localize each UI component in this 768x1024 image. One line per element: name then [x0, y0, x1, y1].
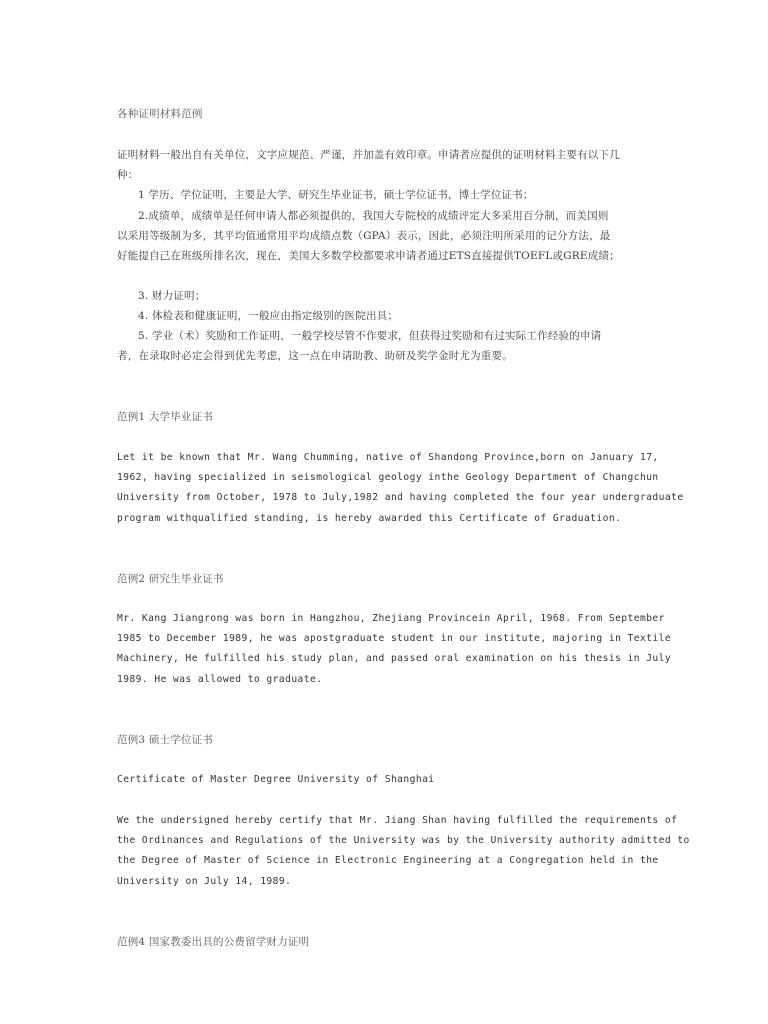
example-1-line-3: University from October, 1978 to July,1982 and having completed the four year undergraduate: [117, 492, 684, 503]
list-item-4: 4. 体检表和健康证明，一般应由指定级别的医院出具；: [138, 310, 399, 322]
document-title: 各种证明材料范例: [117, 108, 203, 120]
example-1-line-4: program withqualified standing, is hereby awarded this Certificate of Graduation.: [117, 513, 622, 524]
example-1-heading: 范例1 大学毕业证书: [117, 411, 214, 423]
list-item-5-line-2: 者，在录取时必定会得到优先考虑，这一点在申请助教、助研及奖学金时尤为重要。: [117, 350, 513, 362]
example-1-line-1: Let it be known that Mr. Wang Chumming, native of Shandong Province,born on January 17,: [117, 452, 659, 463]
example-2-line-4: 1989. He was allowed to graduate.: [117, 674, 323, 685]
intro-line-1: 证明材料一般出自有关单位，文字应规范、严谨，并加盖有效印章。申请者应提供的证明材料主要有以下几: [117, 149, 620, 161]
example-3-line-2: the Ordinances and Regulations of the University was by the University authority admitted to: [117, 835, 690, 846]
example-3-line-1: We the undersigned hereby certify that Mr. Jiang Shan having fulfilled the requirements of: [117, 815, 678, 826]
list-item-3: 3. 财力证明；: [138, 290, 206, 302]
example-2-line-2: 1985 to December 1989, he was apostgraduate student in our institute, majoring in Textile: [117, 633, 672, 644]
list-item-2-line-1: 2.成绩单，成绩单是任何申请人都必须提供的，我国大专院校的成绩评定大多采用百分制，而美国则: [138, 210, 609, 222]
list-item-1: 1 学历、学位证明，主要是大学、研究生毕业证书，硕士学位证书，博士学位证书；: [138, 189, 534, 201]
list-item-5-line-1: 5. 学业（术）奖励和工作证明，一般学校尽管不作要求，但获得过奖励和有过实际工作经验的申请: [138, 330, 602, 342]
example-4-heading: 范例4 国家教委出具的公费留学财力证明: [117, 936, 310, 948]
example-1-line-2: 1962, having specialized in seismological geology inthe Geology Department of Changchun: [117, 472, 659, 483]
example-3-heading: 范例3 硕士学位证书: [117, 734, 214, 746]
intro-line-2: 种：: [117, 169, 139, 181]
example-2-line-1: Mr. Kang Jiangrong was born in Hangzhou, Zhejiang Provincein April, 1968. From September: [117, 613, 665, 624]
example-2-line-3: Machinery, He fulfilled his study plan, and passed oral examination on his thesis in July: [117, 653, 672, 664]
example-3-line-4: University on July 14, 1989.: [117, 876, 292, 887]
list-item-2-line-2: 以采用等级制为多，其平均值通常用平均成绩点数（GPA）表示，因此，必须注明所采用的记分方法，最: [117, 230, 611, 242]
example-3-line-3: the Degree of Master of Science in Electronic Engineering at a Congregation held in the: [117, 855, 659, 866]
list-item-2-line-3: 好能提自己在班级所排名次，现在，美国大多数学校都要求申请者通过ETS直接提供TOEFL或GRE成绩；: [117, 250, 620, 262]
example-2-heading: 范例2 研究生毕业证书: [117, 573, 224, 585]
example-3-subtitle: Certificate of Master Degree University of Shanghai: [117, 774, 435, 785]
